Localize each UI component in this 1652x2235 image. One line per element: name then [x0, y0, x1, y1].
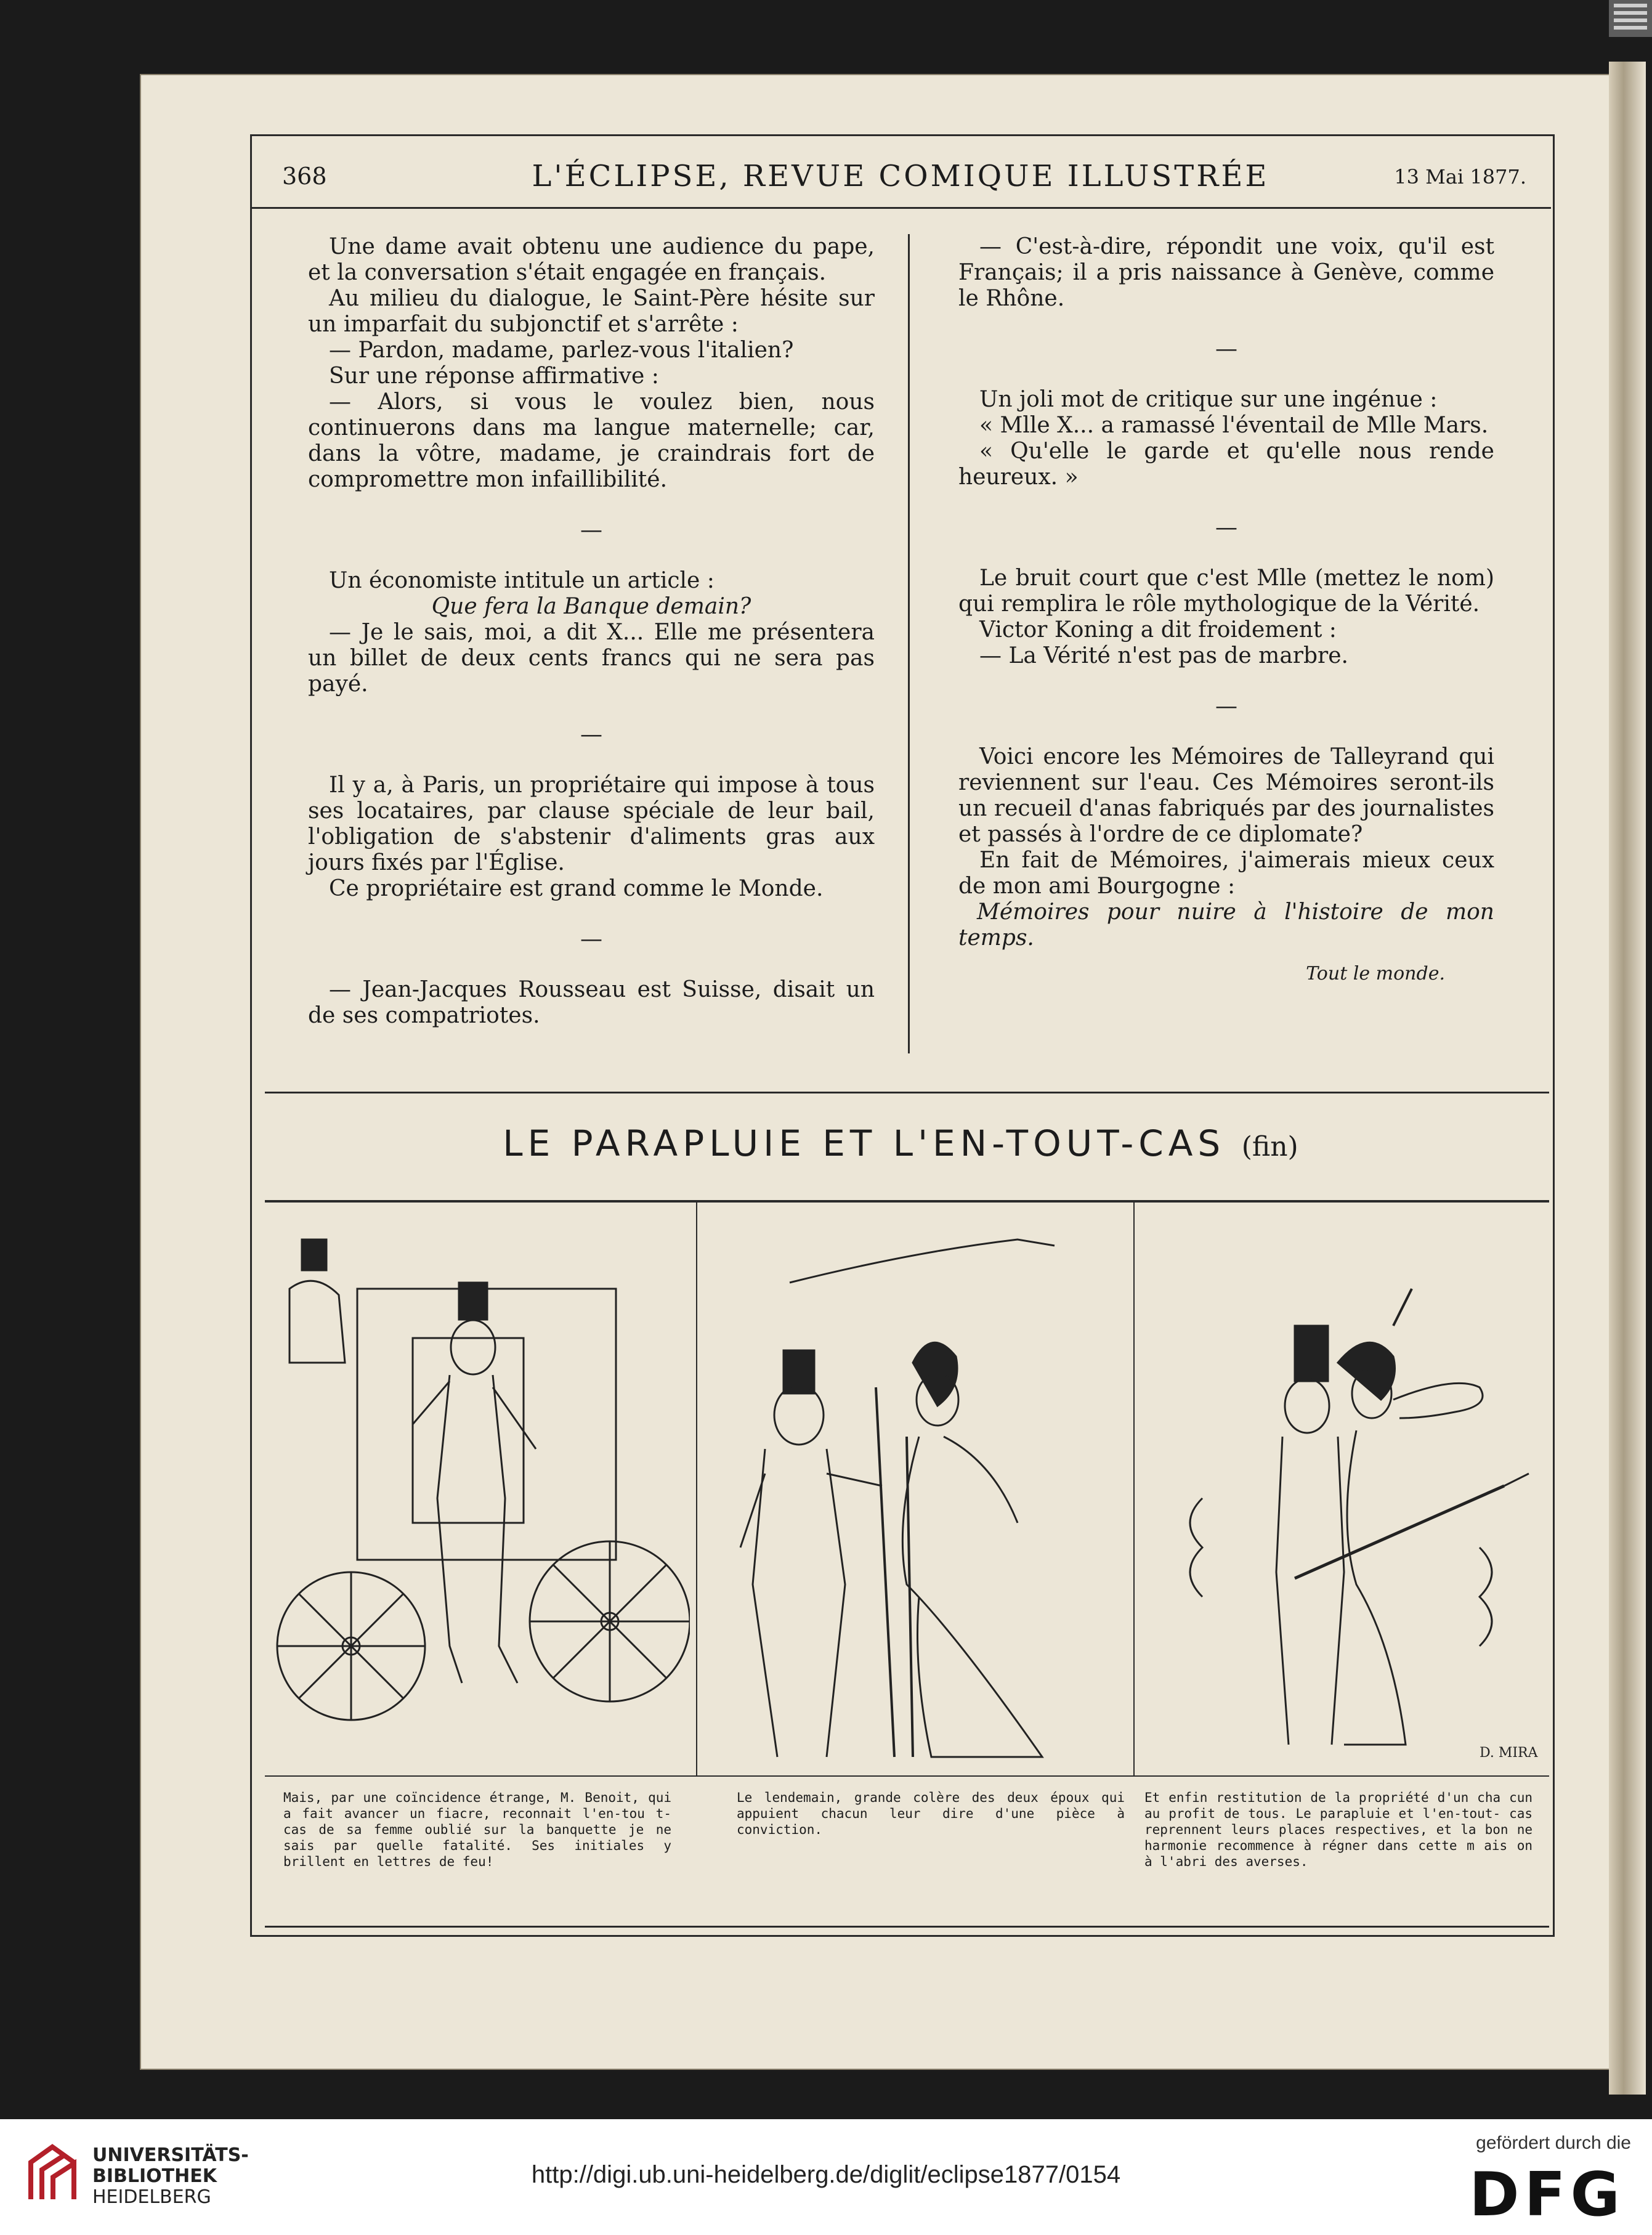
library-name[interactable]: UNIVERSITÄTS- BIBLIOTHEK HEIDELBERG	[92, 2144, 249, 2208]
viewer-footer	[0, 2119, 1652, 2235]
couple-walking-illustration	[1135, 1203, 1550, 1775]
book-spine	[1609, 62, 1646, 2095]
section-dash: —	[580, 927, 602, 952]
comic-panel-carriage	[265, 1203, 690, 1775]
paragraph: Le bruit court que c'est Mlle (mettez le nom) qui remplira le rôle mythologique de la Vérité.	[958, 566, 1494, 617]
section-dash: —	[1215, 336, 1237, 362]
page-header	[250, 148, 1551, 209]
column-divider	[908, 234, 910, 1053]
section-dash: —	[1215, 515, 1237, 540]
left-column	[308, 234, 875, 1029]
paragraph: Une dame avait obtenu une audience du pape, et la conversation s'était engagée en français.	[308, 234, 875, 285]
paragraph: Au milieu du dialogue, le Saint-Père hésite sur un imparfait du subjonctif et s'arrête :	[308, 286, 875, 337]
comic-strip	[265, 1200, 1549, 1777]
paragraph: Un économiste intitule un article :	[329, 568, 715, 593]
paragraph: — Pardon, madame, parlez-vous l'italien?	[329, 338, 794, 363]
section-dash: —	[1215, 694, 1237, 719]
paragraph: — C'est-à-dire, répondit une voix, qu'il est Français; il a pris naissance à Genève, comme le Rhône.	[958, 234, 1494, 311]
paragraph: « Mlle X... a ramassé l'éventail de Mlle Mars.	[979, 413, 1489, 438]
journal-title: L'ÉCLIPSE, REVUE COMIQUE ILLUSTRÉE	[532, 159, 1269, 193]
paragraph: Un joli mot de critique sur une ingénue :	[979, 387, 1438, 412]
paragraph: — Alors, si vous le voulez bien, nous continuerons dans ma langue maternelle; car, dans la vôtre, madame, je craindrais fort de compromettre mon infaillibilité.	[308, 389, 875, 492]
document-url-link[interactable]: http://digi.ub.uni-heidelberg.de/diglit/eclipse1877/0154	[531, 2161, 1121, 2188]
paragraph: — Jean-Jacques Rousseau est Suisse, disait un de ses compatriotes.	[308, 977, 875, 1028]
page-number: 368	[282, 163, 327, 190]
comic-caption-1: Mais, par une coïncidence étrange, M. Benoit, qui a fait avancer un fiacre, reconnait l'en-tou t-cas de sa femme oublié sur la banquette je ne sais par quelle fatalité. Ses initiales y brillent en lettres de feu!	[283, 1790, 671, 1869]
memoir-title: Mémoires pour nuire à l'histoire de mon temps.	[958, 899, 1494, 951]
couple-arguing-illustration	[697, 1203, 1128, 1775]
comic-title-text: LE PARAPLUIE ET L'EN-TOUT-CAS	[503, 1122, 1226, 1164]
paragraph: Ce propriétaire est grand comme le Monde.	[329, 876, 824, 901]
section-dash: —	[580, 722, 602, 747]
comic-panel-argument	[696, 1203, 1128, 1775]
section-dash: —	[580, 517, 602, 543]
paragraph: « Qu'elle le garde et qu'elle nous rende heureux. »	[958, 439, 1494, 490]
comic-caption-3: Et enfin restitution de la propriété d'un cha cun au profit de tous. Le parapluie et l'en-tout- cas reprennent leurs places respectives, et la bon ne harmonie recommence à régner dans cette m ais on à l'abri des averses.	[1144, 1790, 1533, 1869]
comic-title	[250, 1122, 1551, 1164]
comic-panel-reconciliation	[1133, 1203, 1550, 1775]
right-column	[958, 234, 1494, 987]
paragraph: — Je le sais, moi, a dit X... Elle me présentera un billet de deux cents francs qui ne sera pas payé.	[308, 620, 875, 697]
paragraph: — La Vérité n'est pas de marbre.	[979, 643, 1348, 668]
dfg-logo[interactable]: DFG	[1469, 2160, 1625, 2230]
funding-note: gefördert durch die	[1476, 2133, 1631, 2153]
bottom-divider	[265, 1926, 1549, 1928]
artist-signature: D. MIRA	[1480, 1745, 1538, 1761]
paragraph: Voici encore les Mémoires de Talleyrand qui reviennent sur l'eau. Ces Mémoires seront-ils un recueil d'anas fabriqués par des journalistes et passés à l'ordre de ce diplomate?	[958, 744, 1494, 847]
paragraph: Victor Koning a dit froidement :	[979, 617, 1337, 643]
comic-caption-2: Le lendemain, grande colère des deux époux qui appuient chacun leur dire d'une pièce à conviction.	[737, 1790, 1125, 1837]
carriage-illustration	[265, 1203, 690, 1775]
paragraph: Sur une réponse affirmative :	[329, 363, 659, 389]
comic-title-suffix: (fin)	[1241, 1131, 1298, 1162]
issue-date: 13 Mai 1877.	[1394, 165, 1526, 189]
author-signature: Tout le monde.	[1306, 963, 1445, 984]
section-divider	[265, 1092, 1549, 1093]
article-title-quote: Que fera la Banque demain?	[431, 594, 751, 619]
paragraph: Il y a, à Paris, un propriétaire qui impose à tous ses locataires, par clause spéciale de leur bail, l'obligation de s'abstenir d'aliments gras aux jours fixés par l'Église.	[308, 773, 875, 875]
color-calibration-strip	[1609, 0, 1652, 37]
paragraph: En fait de Mémoires, j'aimerais mieux ceux de mon ami Bourgogne :	[958, 848, 1494, 899]
